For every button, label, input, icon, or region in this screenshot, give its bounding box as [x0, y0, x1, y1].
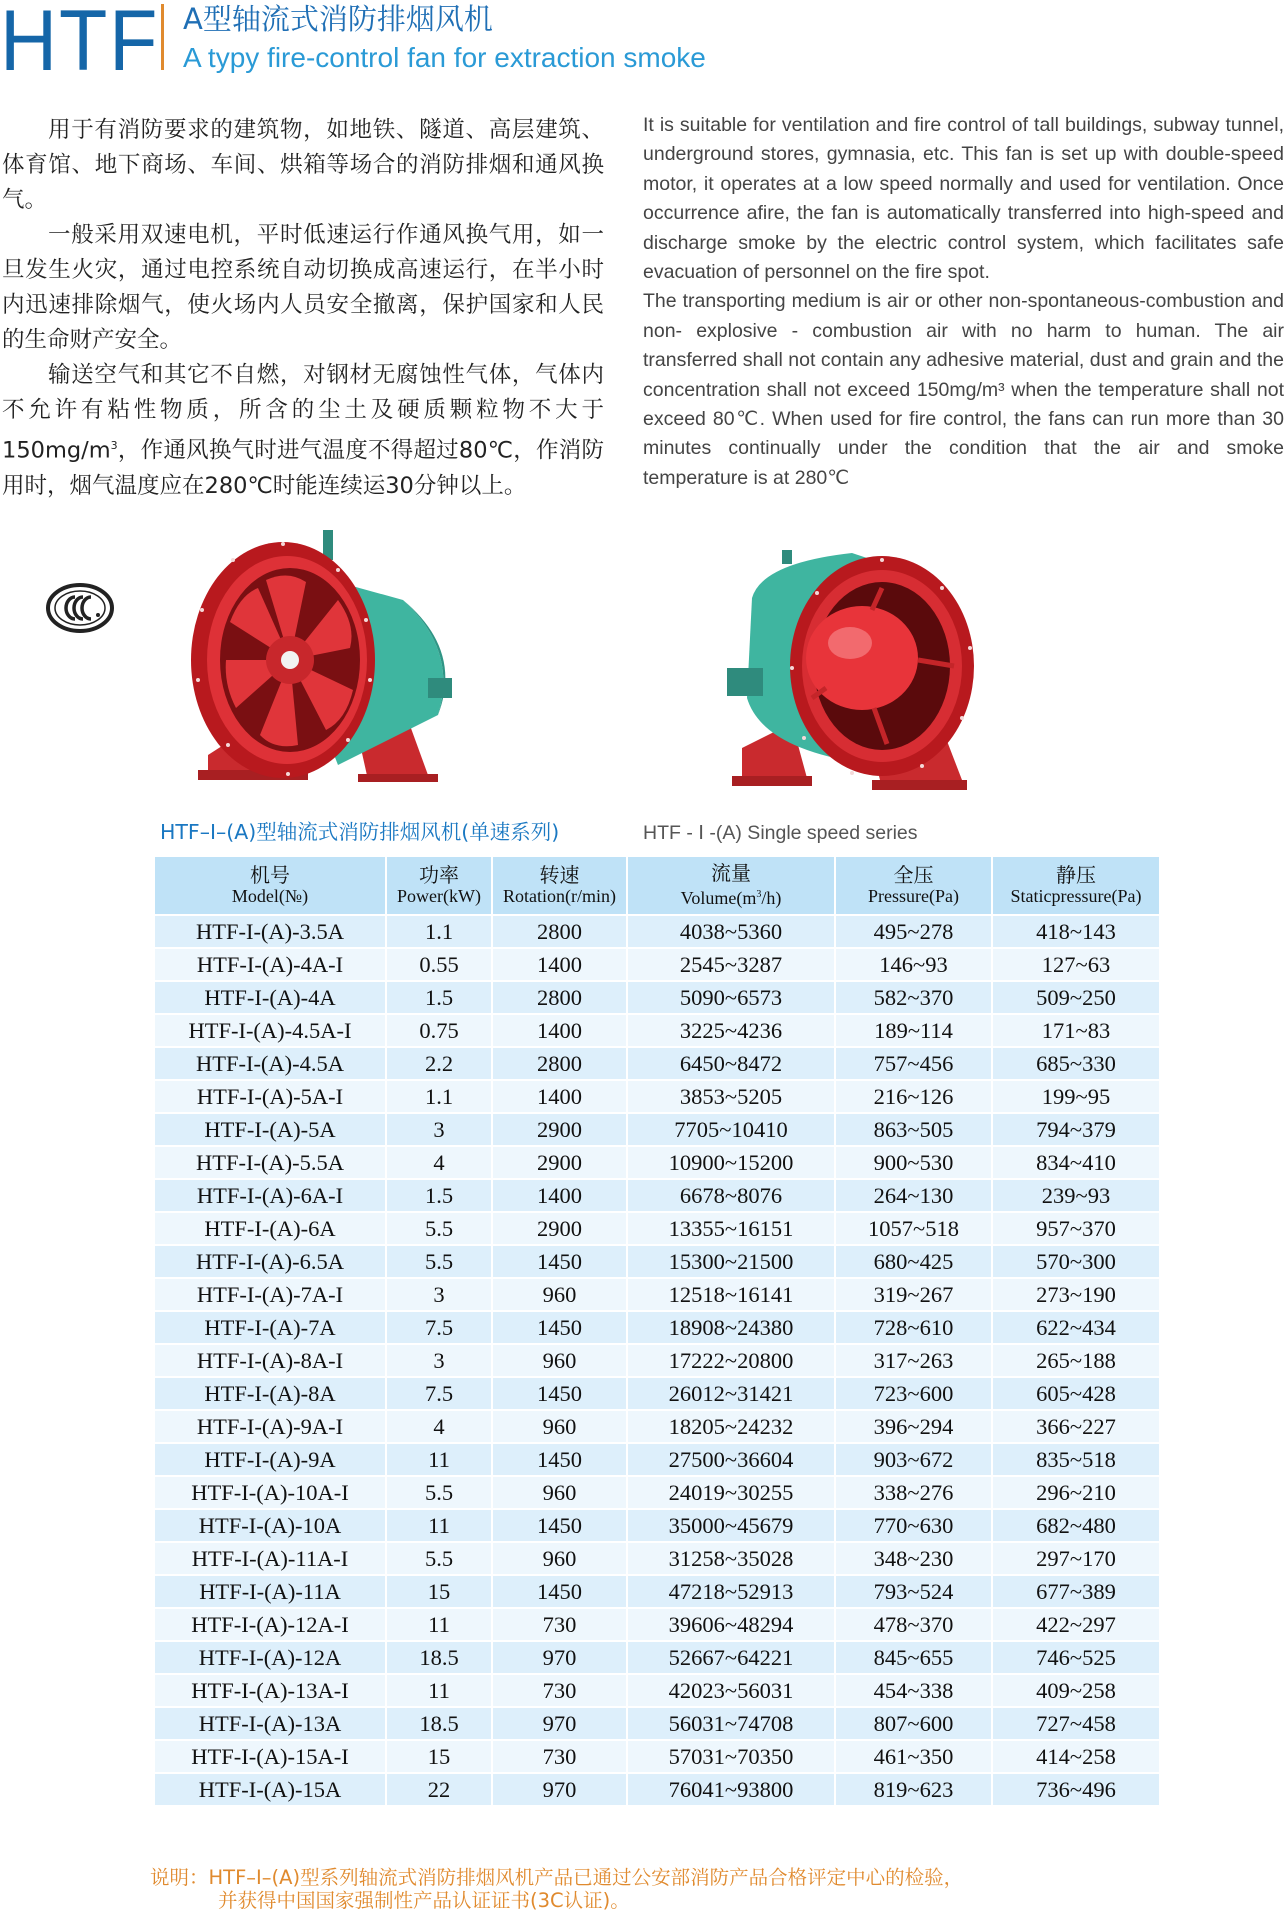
table-row: [154, 1080, 1160, 1113]
table-row: [154, 1542, 1160, 1575]
table-row: [154, 1377, 1160, 1410]
cell-volume: 17222~20800: [627, 1344, 835, 1377]
cell-model: HTF-I-(A)-15A-I: [154, 1740, 386, 1773]
cell-model: HTF-I-(A)-7A-I: [154, 1278, 386, 1311]
header-model: [154, 856, 386, 915]
cell-model: HTF-I-(A)-11A-I: [154, 1542, 386, 1575]
cell-static-pressure: 127~63: [992, 948, 1160, 981]
cell-model: HTF-I-(A)-4.5A: [154, 1047, 386, 1080]
cell-static-pressure: 622~434: [992, 1311, 1160, 1344]
cell-static-pressure: 794~379: [992, 1113, 1160, 1146]
cell-pressure: 216~126: [835, 1080, 992, 1113]
cell-rotation: 970: [492, 1707, 627, 1740]
cell-volume: 2545~3287: [627, 948, 835, 981]
cell-pressure: 903~672: [835, 1443, 992, 1476]
cell-rotation: 1450: [492, 1509, 627, 1542]
header-power-cn: 功率: [419, 863, 459, 887]
cell-volume: 56031~74708: [627, 1707, 835, 1740]
cell-pressure: 845~655: [835, 1641, 992, 1674]
cell-pressure: 582~370: [835, 981, 992, 1014]
table-row: [154, 981, 1160, 1014]
cell-rotation: 2800: [492, 1047, 627, 1080]
cell-static-pressure: 297~170: [992, 1542, 1160, 1575]
table-row: [154, 1509, 1160, 1542]
cell-power: 5.5: [386, 1212, 492, 1245]
table-row: [154, 1476, 1160, 1509]
cell-pressure: 770~630: [835, 1509, 992, 1542]
table-header-row: [154, 856, 1160, 915]
cell-volume: 6678~8076: [627, 1179, 835, 1212]
intro-cn-p3-sup: 3: [110, 439, 118, 452]
cell-model: HTF-I-(A)-6A: [154, 1212, 386, 1245]
cell-model: HTF-I-(A)-11A: [154, 1575, 386, 1608]
cell-volume: 5090~6573: [627, 981, 835, 1014]
table-row: [154, 1410, 1160, 1443]
cell-volume: 4038~5360: [627, 915, 835, 948]
cell-pressure: 396~294: [835, 1410, 992, 1443]
cell-rotation: 1450: [492, 1377, 627, 1410]
header-pressure: [835, 856, 992, 915]
table-row: [154, 1311, 1160, 1344]
cell-power: 15: [386, 1740, 492, 1773]
brand-logo: HTF: [0, 0, 160, 89]
header-static-pressure-en: Staticpressure(Pa): [1010, 886, 1142, 906]
cell-rotation: 2900: [492, 1113, 627, 1146]
page-title-cn: A型轴流式消防排烟风机: [183, 2, 493, 36]
cell-pressure: 900~530: [835, 1146, 992, 1179]
cell-rotation: 1400: [492, 1080, 627, 1113]
cell-static-pressure: 834~410: [992, 1146, 1160, 1179]
cell-power: 7.5: [386, 1311, 492, 1344]
cell-rotation: 1400: [492, 1014, 627, 1047]
cell-volume: 3853~5205: [627, 1080, 835, 1113]
cell-model: HTF-I-(A)-6.5A: [154, 1245, 386, 1278]
cell-power: 4: [386, 1410, 492, 1443]
cell-pressure: 317~263: [835, 1344, 992, 1377]
intro-cn-p3-before: 输送空气和其它不自燃，对钢材无腐蚀性气体，气体内不允许有粘性物质，所含的尘土及硬质颗粒物不大于150mg/m: [2, 362, 604, 464]
cell-static-pressure: 605~428: [992, 1377, 1160, 1410]
cell-rotation: 970: [492, 1773, 627, 1806]
cell-power: 3: [386, 1344, 492, 1377]
cell-static-pressure: 835~518: [992, 1443, 1160, 1476]
table-row: [154, 1014, 1160, 1047]
cell-volume: 15300~21500: [627, 1245, 835, 1278]
cell-pressure: 793~524: [835, 1575, 992, 1608]
table-row: [154, 1113, 1160, 1146]
cell-rotation: 1400: [492, 1179, 627, 1212]
cell-volume: 76041~93800: [627, 1773, 835, 1806]
table-row: [154, 1707, 1160, 1740]
cell-pressure: 757~456: [835, 1047, 992, 1080]
table-row: [154, 915, 1160, 948]
cell-rotation: 2900: [492, 1212, 627, 1245]
cell-pressure: 819~623: [835, 1773, 992, 1806]
cell-model: HTF-I-(A)-8A: [154, 1377, 386, 1410]
header-rotation: [492, 856, 627, 915]
cell-model: HTF-I-(A)-5A: [154, 1113, 386, 1146]
cell-rotation: 2800: [492, 981, 627, 1014]
intro-cn-paragraph-1: 用于有消防要求的建筑物，如地铁、隧道、高层建筑、体育馆、地下商场、车间、烘箱等场合的消防排烟和通风换气。: [2, 117, 604, 213]
table-row: [154, 1641, 1160, 1674]
cell-pressure: 680~425: [835, 1245, 992, 1278]
table-title-en: HTF - Ⅰ -(A) Single speed series: [643, 822, 918, 844]
cell-model: HTF-I-(A)-8A-I: [154, 1344, 386, 1377]
cell-power: 11: [386, 1608, 492, 1641]
cell-volume: 10900~15200: [627, 1146, 835, 1179]
cell-static-pressure: 957~370: [992, 1212, 1160, 1245]
cell-static-pressure: 366~227: [992, 1410, 1160, 1443]
cell-model: HTF-I-(A)-13A: [154, 1707, 386, 1740]
table-row: [154, 1443, 1160, 1476]
cell-volume: 24019~30255: [627, 1476, 835, 1509]
cell-volume: 27500~36604: [627, 1443, 835, 1476]
table-row: [154, 1146, 1160, 1179]
cell-volume: 6450~8472: [627, 1047, 835, 1080]
cell-static-pressure: 677~389: [992, 1575, 1160, 1608]
table-row: [154, 1740, 1160, 1773]
header-volume-en-pre: Volume(m: [680, 888, 757, 908]
cell-pressure: 478~370: [835, 1608, 992, 1641]
header-pressure-en: Pressure(Pa): [868, 886, 959, 906]
cell-static-pressure: 199~95: [992, 1080, 1160, 1113]
cell-volume: 13355~16151: [627, 1212, 835, 1245]
header-rotation-cn: 转速: [539, 863, 580, 887]
cell-pressure: 264~130: [835, 1179, 992, 1212]
cell-static-pressure: 422~297: [992, 1608, 1160, 1641]
cell-static-pressure: 171~83: [992, 1014, 1160, 1047]
table-row: [154, 1278, 1160, 1311]
cell-power: 0.75: [386, 1014, 492, 1047]
cell-volume: 35000~45679: [627, 1509, 835, 1542]
cell-model: HTF-I-(A)-4A-I: [154, 948, 386, 981]
cell-model: HTF-I-(A)-4.5A-I: [154, 1014, 386, 1047]
cell-pressure: 1057~518: [835, 1212, 992, 1245]
cell-volume: 31258~35028: [627, 1542, 835, 1575]
cell-volume: 39606~48294: [627, 1608, 835, 1641]
cell-rotation: 2800: [492, 915, 627, 948]
cell-static-pressure: 273~190: [992, 1278, 1160, 1311]
header-volume-cn: 流量: [711, 861, 751, 885]
cell-static-pressure: 409~258: [992, 1674, 1160, 1707]
cell-power: 22: [386, 1773, 492, 1806]
cell-power: 7.5: [386, 1377, 492, 1410]
cell-rotation: 960: [492, 1476, 627, 1509]
ccc-certification-icon: [45, 582, 115, 634]
cell-rotation: 1450: [492, 1443, 627, 1476]
cell-rotation: 970: [492, 1641, 627, 1674]
cell-pressure: 863~505: [835, 1113, 992, 1146]
table-row: [154, 1608, 1160, 1641]
cell-volume: 18205~24232: [627, 1410, 835, 1443]
cell-volume: 26012~31421: [627, 1377, 835, 1410]
table-row: [154, 1179, 1160, 1212]
cell-volume: 57031~70350: [627, 1740, 835, 1773]
cell-volume: 42023~56031: [627, 1674, 835, 1707]
cell-power: 1.1: [386, 915, 492, 948]
cell-model: HTF-I-(A)-5.5A: [154, 1146, 386, 1179]
cell-power: 11: [386, 1443, 492, 1476]
cell-static-pressure: 685~330: [992, 1047, 1160, 1080]
cell-rotation: 960: [492, 1542, 627, 1575]
cell-rotation: 960: [492, 1278, 627, 1311]
cell-rotation: 1400: [492, 948, 627, 981]
header-volume-en-post: /h): [761, 888, 782, 908]
header-rotation-en: Rotation(r/min): [503, 886, 616, 906]
cell-model: HTF-I-(A)-10A-I: [154, 1476, 386, 1509]
cell-power: 15: [386, 1575, 492, 1608]
cell-static-pressure: 265~188: [992, 1344, 1160, 1377]
cell-rotation: 2900: [492, 1146, 627, 1179]
cell-volume: 7705~10410: [627, 1113, 835, 1146]
cell-static-pressure: 736~496: [992, 1773, 1160, 1806]
cell-power: 11: [386, 1509, 492, 1542]
header-volume-en-sup: 3: [756, 889, 762, 900]
table-row: [154, 1773, 1160, 1806]
header-volume: [627, 856, 835, 915]
cell-model: HTF-I-(A)-12A-I: [154, 1608, 386, 1641]
cell-static-pressure: 296~210: [992, 1476, 1160, 1509]
table-row: [154, 1245, 1160, 1278]
intro-text-cn: [2, 113, 604, 504]
intro-cn-paragraph-3: [2, 358, 604, 504]
header-power: [386, 856, 492, 915]
cell-model: HTF-I-(A)-3.5A: [154, 915, 386, 948]
page-title-en: A typy fire-control fan for extraction smoke: [183, 42, 706, 73]
cell-power: 1.5: [386, 1179, 492, 1212]
page-header: [0, 0, 1286, 89]
cell-model: HTF-I-(A)-15A: [154, 1773, 386, 1806]
cell-pressure: 348~230: [835, 1542, 992, 1575]
cell-static-pressure: 682~480: [992, 1509, 1160, 1542]
cell-power: 1.1: [386, 1080, 492, 1113]
table-row: [154, 1674, 1160, 1707]
axial-fan-rear-icon: [722, 548, 982, 798]
intro-cn-p3-after: ，作通风换气时进气温度不得超过80℃，作消防用时，烟气温度应在280℃时能连续运30分钟以上。: [2, 437, 604, 499]
cell-model: HTF-I-(A)-5A-I: [154, 1080, 386, 1113]
cell-pressure: 319~267: [835, 1278, 992, 1311]
intro-text-en: [643, 111, 1284, 493]
cell-power: 5.5: [386, 1476, 492, 1509]
cell-volume: 47218~52913: [627, 1575, 835, 1608]
cell-static-pressure: 746~525: [992, 1641, 1160, 1674]
cell-static-pressure: 727~458: [992, 1707, 1160, 1740]
cell-static-pressure: 570~300: [992, 1245, 1160, 1278]
cell-model: HTF-I-(A)-6A-I: [154, 1179, 386, 1212]
header-static-pressure-cn: 静压: [1056, 863, 1096, 887]
header-power-en: Power(kW): [397, 886, 481, 906]
cell-power: 5.5: [386, 1245, 492, 1278]
cell-volume: 18908~24380: [627, 1311, 835, 1344]
cell-model: HTF-I-(A)-12A: [154, 1641, 386, 1674]
table-row: [154, 1344, 1160, 1377]
cell-power: 3: [386, 1278, 492, 1311]
cell-volume: 3225~4236: [627, 1014, 835, 1047]
cell-model: HTF-I-(A)-10A: [154, 1509, 386, 1542]
cell-power: 1.5: [386, 981, 492, 1014]
table-title-cn: HTF–I–(A)型轴流式消防排烟风机(单速系列): [160, 820, 560, 844]
header-pressure-cn: 全压: [893, 863, 934, 887]
cell-rotation: 730: [492, 1608, 627, 1641]
table-row: [154, 1575, 1160, 1608]
cell-pressure: 461~350: [835, 1740, 992, 1773]
cell-power: 5.5: [386, 1542, 492, 1575]
cell-rotation: 1450: [492, 1245, 627, 1278]
table-row: [154, 948, 1160, 981]
header-volume-en: [628, 884, 834, 909]
cell-model: HTF-I-(A)-7A: [154, 1311, 386, 1344]
spec-table: [153, 855, 1161, 1807]
table-body: [154, 915, 1160, 1806]
footnote-line-1: 说明：HTF–I–(A)型系列轴流式消防排烟风机产品已通过公安部消防产品合格评定中心的检验，: [150, 1866, 964, 1889]
cell-model: HTF-I-(A)-9A-I: [154, 1410, 386, 1443]
cell-rotation: 730: [492, 1674, 627, 1707]
cell-power: 4: [386, 1146, 492, 1179]
cell-power: 11: [386, 1674, 492, 1707]
cell-rotation: 730: [492, 1740, 627, 1773]
cell-volume: 12518~16141: [627, 1278, 835, 1311]
cell-volume: 52667~64221: [627, 1641, 835, 1674]
intro-cn-paragraph-2: 一般采用双速电机，平时低速运行作通风换气用，如一旦发生火灾，通过电控系统自动切换成高速运行，在半小时内迅速排除烟气，使火场内人员安全撤离，保护国家和人民的生命财产安全。: [2, 222, 604, 353]
cell-pressure: 146~93: [835, 948, 992, 981]
intro-en-paragraph-2: The transporting medium is air or other non-spontaneous-combustion and non- explosive - combustion air with no harm to human. The air transferred shall not contain any adhesive material, dust and grain and the concentration shall not exceed 150mg/m³ when the temperature shall not exceed 80℃. When used for fire control, the fans can run more than 30 minutes continually under the condition that the air and smoke temperature is at 280℃: [643, 290, 1284, 489]
header-model-cn: 机号: [250, 863, 290, 887]
cell-static-pressure: 418~143: [992, 915, 1160, 948]
table-row: [154, 1212, 1160, 1245]
cell-power: 3: [386, 1113, 492, 1146]
cell-pressure: 728~610: [835, 1311, 992, 1344]
footnote-line-2: 并获得中国国家强制性产品认证证书(3C认证)。: [218, 1889, 630, 1912]
cell-pressure: 189~114: [835, 1014, 992, 1047]
cell-rotation: 960: [492, 1410, 627, 1443]
cell-power: 0.55: [386, 948, 492, 981]
cell-model: HTF-I-(A)-9A: [154, 1443, 386, 1476]
cell-rotation: 1450: [492, 1311, 627, 1344]
header-divider: [161, 4, 164, 70]
cell-power: 2.2: [386, 1047, 492, 1080]
header-static-pressure: [992, 856, 1160, 915]
cell-pressure: 723~600: [835, 1377, 992, 1410]
cell-model: HTF-I-(A)-4A: [154, 981, 386, 1014]
cell-model: HTF-I-(A)-13A-I: [154, 1674, 386, 1707]
cell-pressure: 495~278: [835, 915, 992, 948]
cell-static-pressure: 509~250: [992, 981, 1160, 1014]
cell-pressure: 338~276: [835, 1476, 992, 1509]
intro-en-paragraph-1: It is suitable for ventilation and fire control of tall buildings, subway tunnel, underground stores, gymnasia, etc. This fan is set up with double-speed motor, it operates at a low speed normally and used for ventilation. Once occurrence afire, the fan is automatically transferred into high-speed and discharge smoke by the electric control system, which facilitates safe evacuation of personnel on the fire spot.: [643, 114, 1284, 284]
cell-static-pressure: 239~93: [992, 1179, 1160, 1212]
footnote: [150, 1866, 963, 1912]
cell-static-pressure: 414~258: [992, 1740, 1160, 1773]
cell-pressure: 807~600: [835, 1707, 992, 1740]
cell-rotation: 1450: [492, 1575, 627, 1608]
axial-fan-front-icon: [188, 530, 478, 795]
header-model-en: Model(№): [231, 886, 309, 906]
cell-power: 18.5: [386, 1641, 492, 1674]
cell-pressure: 454~338: [835, 1674, 992, 1707]
table-row: [154, 1047, 1160, 1080]
cell-power: 18.5: [386, 1707, 492, 1740]
cell-rotation: 960: [492, 1344, 627, 1377]
